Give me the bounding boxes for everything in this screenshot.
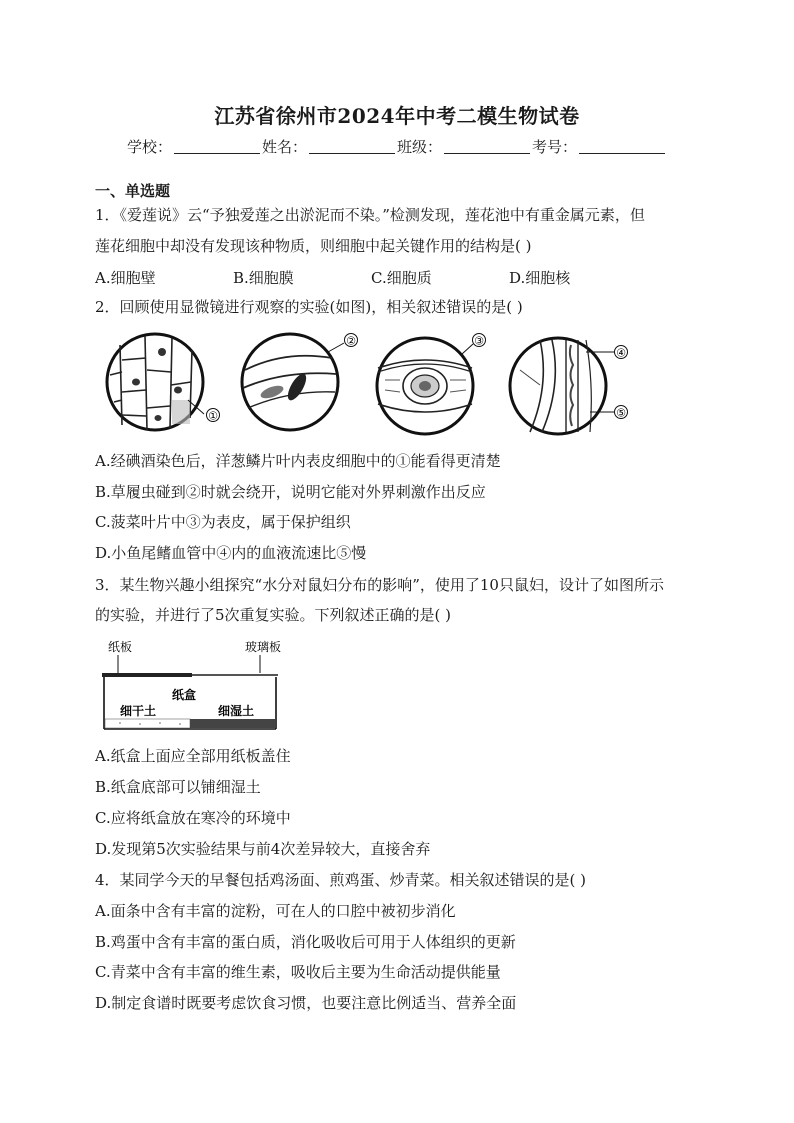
- number-blank[interactable]: [579, 139, 665, 154]
- q1-stem-line2: 莲花细胞中却没有发现该种物质，则细胞中起关键作用的结构是( ): [95, 237, 532, 255]
- q2-option-d[interactable]: D.小鱼尾鳍血管中④内的血液流速比⑤慢: [95, 544, 367, 562]
- q3-option-b[interactable]: B.纸盒底部可以铺细湿土: [95, 778, 261, 796]
- q2-option-a[interactable]: A.经碘酒染色后，洋葱鳞片叶内表皮细胞中的①能看得更清楚: [95, 452, 501, 470]
- q1-option-d[interactable]: D.细胞核: [509, 269, 571, 287]
- figure-label-4: ④: [616, 346, 626, 360]
- q1-option-a[interactable]: A.细胞壁: [95, 269, 156, 287]
- fish-tail-view: [510, 338, 628, 434]
- microscope-figure: [100, 330, 645, 436]
- leaf-section-view: [377, 334, 486, 435]
- name-blank[interactable]: [309, 139, 395, 154]
- number-label: 考号：: [532, 138, 578, 156]
- q2-option-c[interactable]: C.菠菜叶片中③为表皮，属于保护组织: [95, 513, 351, 531]
- onion-cells-view: [107, 334, 220, 430]
- label-glass-board: 玻璃板: [245, 640, 282, 654]
- label-dry-soil: 细干土: [120, 704, 157, 718]
- school-label: 学校：: [126, 138, 172, 156]
- section-heading: 一、单选题: [95, 182, 171, 200]
- box-experiment-figure: [100, 637, 290, 733]
- name-label: 姓名：: [261, 138, 307, 156]
- q3-option-c[interactable]: C.应将纸盒放在寒冷的环境中: [95, 809, 291, 827]
- q3-stem-line2: 的实验，并进行了5次重复实验。下列叙述正确的是( ): [95, 606, 452, 624]
- page-title: 江苏省徐州市2024年中考二模生物试卷: [214, 104, 580, 128]
- label-box: 纸盒: [172, 688, 197, 702]
- figure-label-1: ①: [208, 409, 218, 423]
- q4-option-b[interactable]: B.鸡蛋中含有丰富的蛋白质，消化吸收后可用于人体组织的更新: [95, 933, 516, 951]
- q3-stem-line1: 3．某生物兴趣小组探究“水分对鼠妇分布的影响”，使用了10只鼠妇，设计了如图所示: [95, 576, 664, 594]
- q1-options: [95, 267, 570, 288]
- q4-option-a[interactable]: A.面条中含有丰富的淀粉，可在人的口腔中被初步消化: [95, 902, 456, 920]
- q4-stem: 4．某同学今天的早餐包括鸡汤面、煎鸡蛋、炒青菜。相关叙述错误的是( ): [95, 871, 587, 889]
- q4-option-c[interactable]: C.青菜中含有丰富的维生素，吸收后主要为生命活动提供能量: [95, 963, 501, 981]
- q2-stem: 2．回顾使用显微镜进行观察的实验(如图)，相关叙述错误的是( ): [95, 298, 523, 316]
- label-paper-board: 纸板: [108, 640, 133, 654]
- school-blank[interactable]: [174, 139, 260, 154]
- q3-option-d[interactable]: D.发现第5次实验结果与前4次差异较大，直接舍弃: [95, 840, 431, 858]
- q1-stem-line1: 1．《爱莲说》云“予独爱莲之出淤泥而不染。”检测发现，莲花池中有重金属元素，但: [95, 206, 645, 224]
- student-info-line: [0, 136, 794, 157]
- q1-option-b[interactable]: B.细胞膜: [233, 269, 294, 287]
- class-blank[interactable]: [444, 139, 530, 154]
- label-wet-soil: 细湿土: [218, 704, 255, 718]
- q3-option-a[interactable]: A.纸盒上面应全部用纸板盖住: [95, 747, 291, 765]
- figure-label-2: ②: [346, 334, 356, 348]
- paramecium-view: [242, 334, 358, 431]
- figure-label-3: ③: [474, 334, 484, 348]
- q1-option-c[interactable]: C.细胞质: [371, 269, 432, 287]
- q4-option-d[interactable]: D.制定食谱时既要考虑饮食习惯，也要注意比例适当、营养全面: [95, 994, 517, 1012]
- figure-label-5: ⑤: [616, 406, 626, 420]
- class-label: 班级：: [397, 138, 443, 156]
- q2-option-b[interactable]: B.草履虫碰到②时就会绕开，说明它能对外界刺激作出反应: [95, 483, 486, 501]
